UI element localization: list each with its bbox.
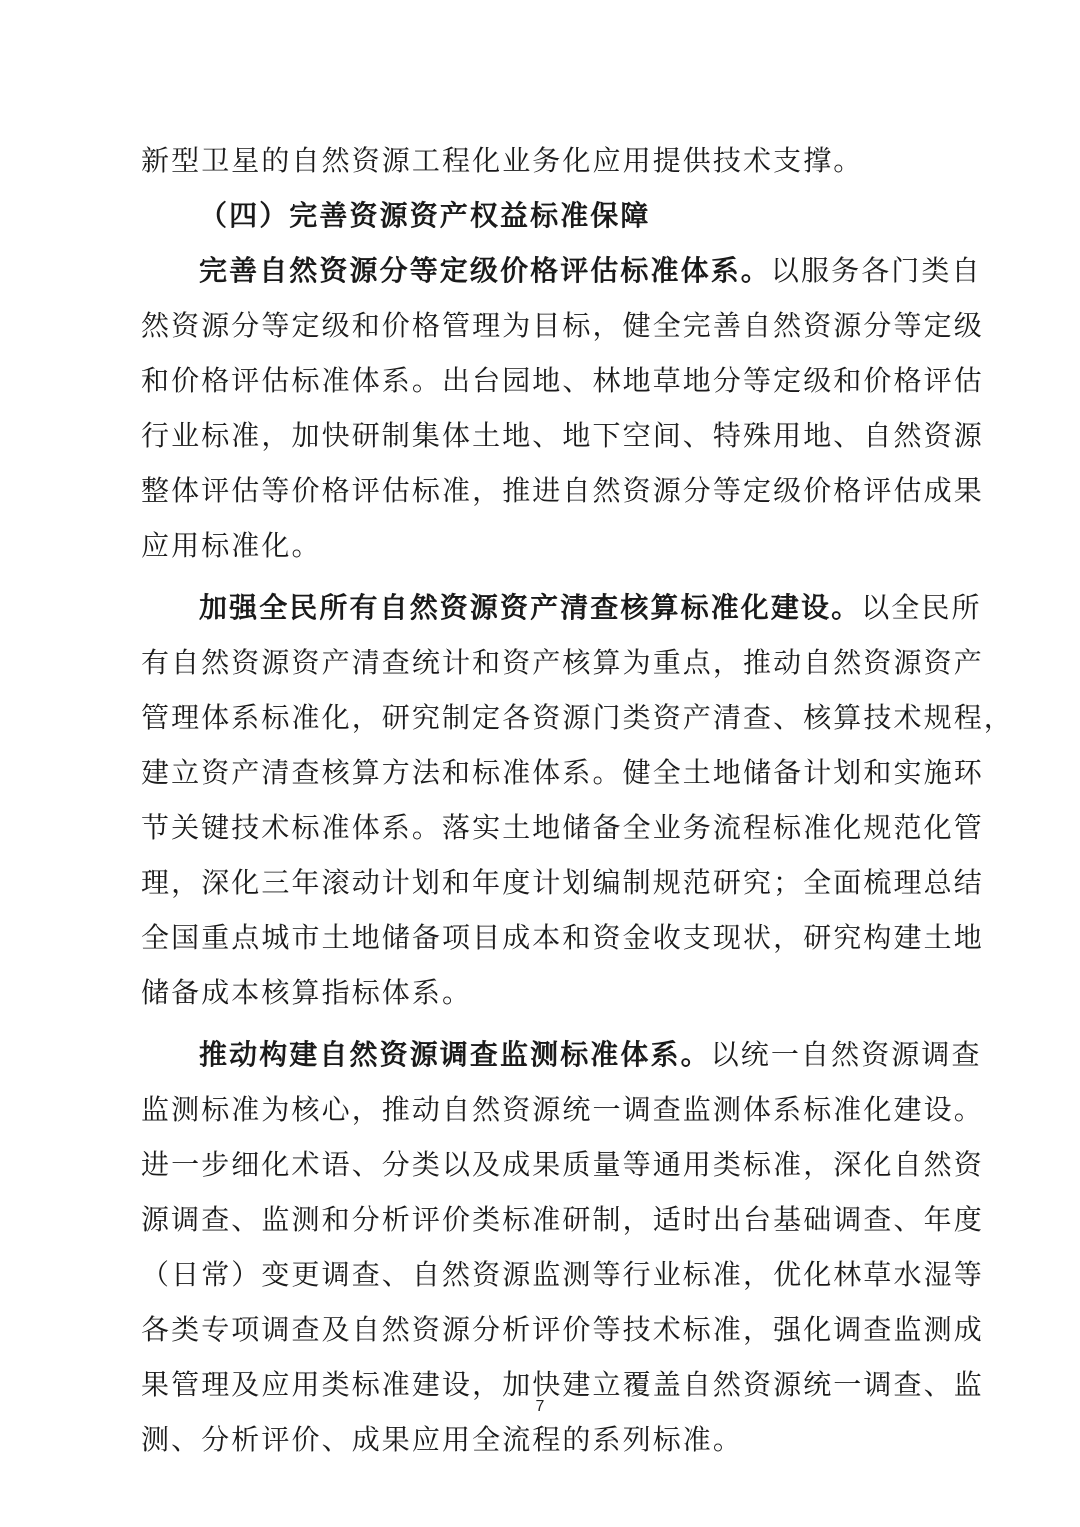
paragraph-line: 整体评估等价格评估标准，推进自然资源分等定级价格评估成果 [141,474,984,507]
paragraph-lead: 完善自然资源分等定级价格评估标准体系。 [199,254,771,287]
paragraph-line: 进一步细化术语、分类以及成果质量等通用类标准，深化自然资 [141,1148,984,1181]
paragraph-line: 和价格评估标准体系。出台园地、林地草地分等定级和价格评估 [141,364,984,397]
paragraph-line: （日常）变更调查、自然资源监测等行业标准，优化林草水湿等 [141,1258,984,1291]
paragraph-lead: 推动构建自然资源调查监测标准体系。 [199,1038,711,1071]
paragraph-line: 建立资产清查核算方法和标准体系。健全土地储备计划和实施环 [141,756,984,789]
paragraph-text: 以统一自然资源调查 [710,1038,982,1071]
paragraph-line: 测、分析评价、成果应用全流程的系列标准。 [141,1423,744,1456]
paragraph-lead: 加强全民所有自然资源资产清查核算标准化建设。 [199,591,862,624]
paragraph-line: 节关键技术标准体系。落实土地储备全业务流程标准化规范化管 [141,811,984,844]
paragraph-line: 源调查、监测和分析评价类标准研制，适时出台基础调查、年度 [141,1203,984,1236]
section-heading: （四）完善资源资产权益标准保障 [199,199,651,232]
paragraph-line: 果管理及应用类标准建设，加快建立覆盖自然资源统一调查、监 [141,1368,984,1401]
paragraph-line: 监测标准为核心，推动自然资源统一调查监测体系标准化建设。 [141,1093,984,1126]
paragraph-line: 管理体系标准化，研究制定各资源门类资产清查、核算技术规程， [141,701,1014,734]
paragraph-first-line [141,580,982,635]
paragraph-first-line [141,243,982,298]
paragraph [141,243,984,573]
paragraph-line: 有自然资源资产清查统计和资产核算为重点，推动自然资源资产 [141,646,984,679]
paragraph-line: 各类专项调查及自然资源分析评价等技术标准，强化调查监测成 [141,1313,984,1346]
paragraph-text: 以服务各门类自 [770,254,982,287]
paragraph-first-line [141,1027,982,1082]
page-number: 7 [535,1398,545,1415]
intro-line: 新型卫星的自然资源工程化业务化应用提供技术支撑。 [141,144,864,177]
paragraph-line: 储备成本核算指标体系。 [141,976,473,1009]
paragraph-line: 理，深化三年滚动计划和年度计划编制规范研究；全面梳理总结 [141,866,984,899]
paragraph [141,580,1014,1020]
paragraph-line: 行业标准，加快研制集体土地、地下空间、特殊用地、自然资源 [141,419,984,452]
paragraph-line: 应用标准化。 [141,529,322,562]
paragraph-line: 然资源分等定级和价格管理为目标，健全完善自然资源分等定级 [141,309,984,342]
paragraph-text: 以全民所 [861,591,982,624]
document-body [141,133,1014,1467]
paragraph-line: 全国重点城市土地储备项目成本和资金收支现状，研究构建土地 [141,921,984,954]
